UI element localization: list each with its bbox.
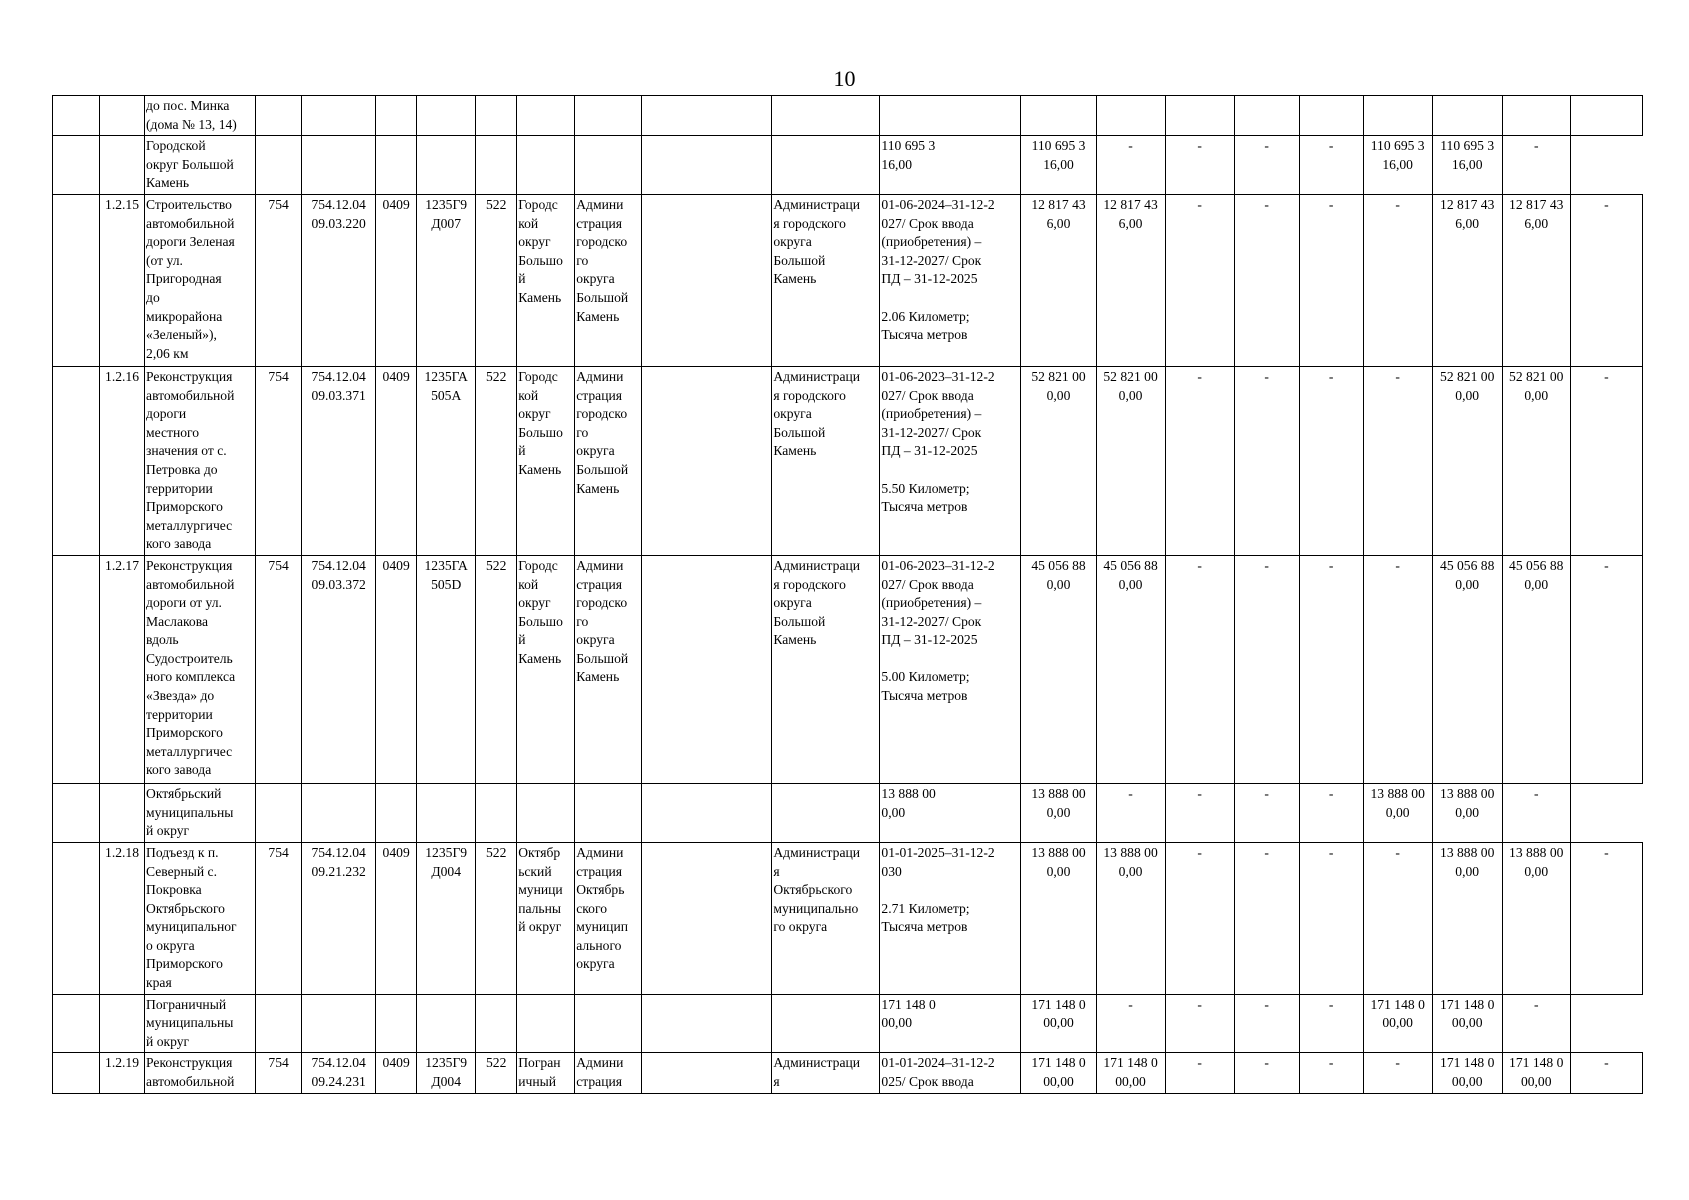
cell-reg: - <box>1234 783 1299 842</box>
cell-customer: Админи страция городско го округа Большой Камень <box>575 366 642 555</box>
cell-plan-budget: 52 821 00 0,00 <box>1502 366 1570 555</box>
cell-cost-total: 171 148 0 00,00 <box>1021 1053 1096 1093</box>
cell-empty <box>53 994 100 1053</box>
cell-num <box>100 783 145 842</box>
cell-fed: - <box>1165 994 1234 1053</box>
cell-period: 13 888 00 0,00 <box>880 783 1021 842</box>
cell-fed: - <box>1165 194 1234 366</box>
cell-code-target: 754.12.04 09.03.220 <box>302 194 376 366</box>
cell-plan-budget: 13 888 00 0,00 <box>1502 842 1570 994</box>
cell-code-grbs <box>256 136 302 195</box>
cell-blank <box>642 783 772 842</box>
cell-cost-budget: - <box>1096 783 1165 842</box>
cell-executor: Администраци я городского округа Большой Камень <box>772 194 880 366</box>
cell-code-kvr: 522 <box>476 842 517 994</box>
cell-plan-total: 171 148 0 00,00 <box>1432 994 1502 1053</box>
cell-location <box>517 994 575 1053</box>
cell-code-section: 0409 <box>376 194 417 366</box>
cell-fed: - <box>1165 783 1234 842</box>
cell-code-article: 1235ГА 505D <box>417 555 476 783</box>
cell-period: 110 695 3 16,00 <box>880 136 1021 195</box>
cell-name: Городской округ Большой Камень <box>145 136 256 195</box>
cell-location: Погран ичный <box>517 1053 575 1093</box>
cell-code-kvr: 522 <box>476 366 517 555</box>
cell-plan-total: 110 695 3 16,00 <box>1432 136 1502 195</box>
cell-other: - <box>1363 366 1432 555</box>
cell-code-target: 754.12.04 09.21.232 <box>302 842 376 994</box>
cell-code-target: 754.12.04 09.24.231 <box>302 1053 376 1093</box>
cell-cost-total: 110 695 3 16,00 <box>1021 136 1096 195</box>
cell-other: - <box>1363 842 1432 994</box>
cell-cost-budget: - <box>1096 136 1165 195</box>
cell-plan-total <box>1432 96 1502 136</box>
cell-num: 1.2.19 <box>100 1053 145 1093</box>
cell-empty <box>53 96 100 136</box>
cell-location: Городс кой округ Большо й Камень <box>517 366 575 555</box>
cell-plan-total: 171 148 0 00,00 <box>1432 1053 1502 1093</box>
cell-blank <box>642 366 772 555</box>
cell-code-kvr <box>476 96 517 136</box>
cell-cost-budget: - <box>1096 994 1165 1053</box>
cell-location: Городс кой округ Большо й Камень <box>517 194 575 366</box>
cell-name: Строительство автомобильной дороги Зеленая (от ул. Пригородная до микрорайона «Зеленый»), 2,06 км <box>145 194 256 366</box>
cell-code-section: 0409 <box>376 842 417 994</box>
cell-code-kvr <box>476 994 517 1053</box>
cell-num: 1.2.15 <box>100 194 145 366</box>
cell-empty <box>53 783 100 842</box>
cell-code-grbs: 754 <box>256 366 302 555</box>
table-row <box>53 842 1643 994</box>
cell-blank <box>642 1053 772 1093</box>
cell-code-kvr <box>476 136 517 195</box>
table-row <box>53 994 1643 1053</box>
cell-code-article: 1235ГА 505А <box>417 366 476 555</box>
cell-other: 110 695 3 16,00 <box>1363 136 1432 195</box>
cell-customer <box>575 783 642 842</box>
cell-fed: - <box>1165 842 1234 994</box>
cell-code-target <box>302 994 376 1053</box>
cell-num: 1.2.17 <box>100 555 145 783</box>
cell-blank <box>642 994 772 1053</box>
cell-plan-total: 13 888 00 0,00 <box>1432 783 1502 842</box>
cell-num: 1.2.16 <box>100 366 145 555</box>
cell-fed: - <box>1165 366 1234 555</box>
cell-fed: - <box>1165 1053 1234 1093</box>
cell-code-section: 0409 <box>376 366 417 555</box>
cell-location: Городс кой округ Большо й Камень <box>517 555 575 783</box>
cell-period: 01-01-2024–31-12-2 025/ Срок ввода <box>880 1053 1021 1093</box>
cell-reg: - <box>1234 842 1299 994</box>
cell-empty <box>53 366 100 555</box>
cell-reg: - <box>1234 366 1299 555</box>
cell-plan-budget <box>1502 96 1570 136</box>
cell-loc: - <box>1299 194 1363 366</box>
cell-cost-total: 171 148 0 00,00 <box>1021 994 1096 1053</box>
cell-code-target <box>302 96 376 136</box>
cell-note: - <box>1570 194 1642 366</box>
cell-code-grbs: 754 <box>256 842 302 994</box>
cell-executor <box>772 783 880 842</box>
budget-table <box>52 95 1643 1094</box>
cell-loc: - <box>1299 136 1363 195</box>
cell-period: 01-06-2023–31-12-2 027/ Срок ввода (приобретения) – 31-12-2027/ Срок ПД – 31-12-2025 5.00 Километр; Тысяча метров <box>880 555 1021 783</box>
cell-num <box>100 994 145 1053</box>
table-row <box>53 366 1643 555</box>
cell-code-kvr <box>476 783 517 842</box>
cell-fed: - <box>1165 555 1234 783</box>
cell-loc: - <box>1299 842 1363 994</box>
cell-other: - <box>1363 194 1432 366</box>
cell-executor: Администраци я городского округа Большой Камень <box>772 366 880 555</box>
cell-blank <box>642 136 772 195</box>
cell-note <box>1570 96 1642 136</box>
cell-customer <box>575 136 642 195</box>
cell-period: 01-06-2024–31-12-2 027/ Срок ввода (приобретения) – 31-12-2027/ Срок ПД – 31-12-2025 2.06 Километр; Тысяча метров <box>880 194 1021 366</box>
cell-period: 01-06-2023–31-12-2 027/ Срок ввода (приобретения) – 31-12-2027/ Срок ПД – 31-12-2025 5.50 Километр; Тысяча метров <box>880 366 1021 555</box>
cell-num: 1.2.18 <box>100 842 145 994</box>
cell-location <box>517 96 575 136</box>
table-row <box>53 194 1643 366</box>
cell-plan-total: 12 817 43 6,00 <box>1432 194 1502 366</box>
cell-code-section <box>376 994 417 1053</box>
cell-location <box>517 136 575 195</box>
cell-executor: Администраци я Октябрьского муниципально го округа <box>772 842 880 994</box>
cell-num <box>100 96 145 136</box>
cell-reg: - <box>1234 194 1299 366</box>
cell-name: Реконструкция автомобильной дороги местного значения от с. Петровка до территории Приморского металлургичес кого завода <box>145 366 256 555</box>
cell-reg: - <box>1234 555 1299 783</box>
cell-code-target: 754.12.04 09.03.372 <box>302 555 376 783</box>
cell-code-grbs <box>256 96 302 136</box>
cell-code-article <box>417 136 476 195</box>
cell-plan-total: 45 056 88 0,00 <box>1432 555 1502 783</box>
cell-plan-budget: 171 148 0 00,00 <box>1502 1053 1570 1093</box>
cell-other: - <box>1363 555 1432 783</box>
cell-code-target: 754.12.04 09.03.371 <box>302 366 376 555</box>
cell-fed: - <box>1165 136 1234 195</box>
cell-code-article: 1235Г9 Д004 <box>417 1053 476 1093</box>
cell-empty <box>53 136 100 195</box>
cell-cost-budget <box>1096 96 1165 136</box>
cell-location <box>517 783 575 842</box>
cell-code-kvr: 522 <box>476 1053 517 1093</box>
cell-name: Октябрьский муниципальны й округ <box>145 783 256 842</box>
cell-plan-total: 13 888 00 0,00 <box>1432 842 1502 994</box>
cell-reg: - <box>1234 994 1299 1053</box>
cell-period <box>880 96 1021 136</box>
cell-num <box>100 136 145 195</box>
cell-cost-budget: 13 888 00 0,00 <box>1096 842 1165 994</box>
cell-empty <box>53 1053 100 1093</box>
cell-code-article <box>417 783 476 842</box>
cell-code-section <box>376 783 417 842</box>
cell-cost-budget: 45 056 88 0,00 <box>1096 555 1165 783</box>
cell-executor: Администраци я <box>772 1053 880 1093</box>
cell-other <box>1363 96 1432 136</box>
cell-code-kvr: 522 <box>476 555 517 783</box>
cell-code-article: 1235Г9 Д004 <box>417 842 476 994</box>
cell-executor <box>772 994 880 1053</box>
cell-name: Реконструкция автомобильной <box>145 1053 256 1093</box>
cell-code-target <box>302 783 376 842</box>
cell-name: Реконструкция автомобильной дороги от ул. Маслакова вдоль Судостроитель ного комплекса «Звезда» до территории Приморского металлургичес кого завода <box>145 555 256 783</box>
cell-cost-budget: 12 817 43 6,00 <box>1096 194 1165 366</box>
table-row <box>53 136 1643 195</box>
cell-code-section: 0409 <box>376 1053 417 1093</box>
cell-loc: - <box>1299 366 1363 555</box>
table-row <box>53 96 1643 136</box>
cell-cost-total: 52 821 00 0,00 <box>1021 366 1096 555</box>
cell-cost-total: 13 888 00 0,00 <box>1021 842 1096 994</box>
cell-plan-budget: 12 817 43 6,00 <box>1502 194 1570 366</box>
cell-name: Подъезд к п. Северный с. Покровка Октябрьского муниципальног о округа Приморского края <box>145 842 256 994</box>
table-row <box>53 783 1643 842</box>
cell-period: 01-01-2025–31-12-2 030 2.71 Километр; Тысяча метров <box>880 842 1021 994</box>
cell-cost-budget: 171 148 0 00,00 <box>1096 1053 1165 1093</box>
cell-note: - <box>1570 1053 1642 1093</box>
cell-code-article: 1235Г9 Д007 <box>417 194 476 366</box>
cell-code-grbs: 754 <box>256 1053 302 1093</box>
cell-plan-total: 52 821 00 0,00 <box>1432 366 1502 555</box>
cell-empty <box>53 555 100 783</box>
cell-cost-budget: 52 821 00 0,00 <box>1096 366 1165 555</box>
cell-fed <box>1165 96 1234 136</box>
cell-plan-budget: - <box>1502 783 1570 842</box>
cell-loc: - <box>1299 994 1363 1053</box>
cell-plan-budget: 45 056 88 0,00 <box>1502 555 1570 783</box>
cell-executor <box>772 96 880 136</box>
cell-code-section <box>376 136 417 195</box>
cell-loc <box>1299 96 1363 136</box>
table-row <box>53 1053 1643 1093</box>
cell-other: 13 888 00 0,00 <box>1363 783 1432 842</box>
cell-customer: Админи страция <box>575 1053 642 1093</box>
cell-blank <box>642 555 772 783</box>
cell-customer: Админи страция Октябрь ского муницип ального округа <box>575 842 642 994</box>
cell-customer: Админи страция городско го округа Большой Камень <box>575 194 642 366</box>
cell-loc: - <box>1299 1053 1363 1093</box>
cell-cost-total <box>1021 96 1096 136</box>
cell-loc: - <box>1299 555 1363 783</box>
cell-code-kvr: 522 <box>476 194 517 366</box>
cell-name: Пограничный муниципальны й округ <box>145 994 256 1053</box>
cell-empty <box>53 842 100 994</box>
table-row <box>53 555 1643 783</box>
cell-code-grbs <box>256 783 302 842</box>
cell-other: - <box>1363 1053 1432 1093</box>
cell-executor <box>772 136 880 195</box>
cell-code-grbs: 754 <box>256 194 302 366</box>
cell-reg: - <box>1234 1053 1299 1093</box>
cell-empty <box>53 194 100 366</box>
cell-cost-total: 13 888 00 0,00 <box>1021 783 1096 842</box>
cell-note: - <box>1570 366 1642 555</box>
cell-loc: - <box>1299 783 1363 842</box>
cell-cost-total: 45 056 88 0,00 <box>1021 555 1096 783</box>
page-number: 10 <box>833 66 856 91</box>
cell-blank <box>642 194 772 366</box>
cell-plan-budget: - <box>1502 994 1570 1053</box>
cell-cost-total: 12 817 43 6,00 <box>1021 194 1096 366</box>
cell-customer <box>575 96 642 136</box>
cell-blank <box>642 96 772 136</box>
cell-blank <box>642 842 772 994</box>
cell-code-target <box>302 136 376 195</box>
cell-name: до пос. Минка (дома № 13, 14) <box>145 96 256 136</box>
cell-note: - <box>1570 842 1642 994</box>
cell-code-article <box>417 96 476 136</box>
cell-customer: Админи страция городско го округа Большой Камень <box>575 555 642 783</box>
cell-executor: Администраци я городского округа Большой Камень <box>772 555 880 783</box>
cell-other: 171 148 0 00,00 <box>1363 994 1432 1053</box>
cell-plan-budget: - <box>1502 136 1570 195</box>
cell-period: 171 148 0 00,00 <box>880 994 1021 1053</box>
cell-note: - <box>1570 555 1642 783</box>
cell-code-section: 0409 <box>376 555 417 783</box>
cell-reg <box>1234 96 1299 136</box>
cell-location: Октябр ьский муници пальны й округ <box>517 842 575 994</box>
cell-code-article <box>417 994 476 1053</box>
cell-code-section <box>376 96 417 136</box>
cell-code-grbs <box>256 994 302 1053</box>
cell-reg: - <box>1234 136 1299 195</box>
cell-code-grbs: 754 <box>256 555 302 783</box>
cell-customer <box>575 994 642 1053</box>
